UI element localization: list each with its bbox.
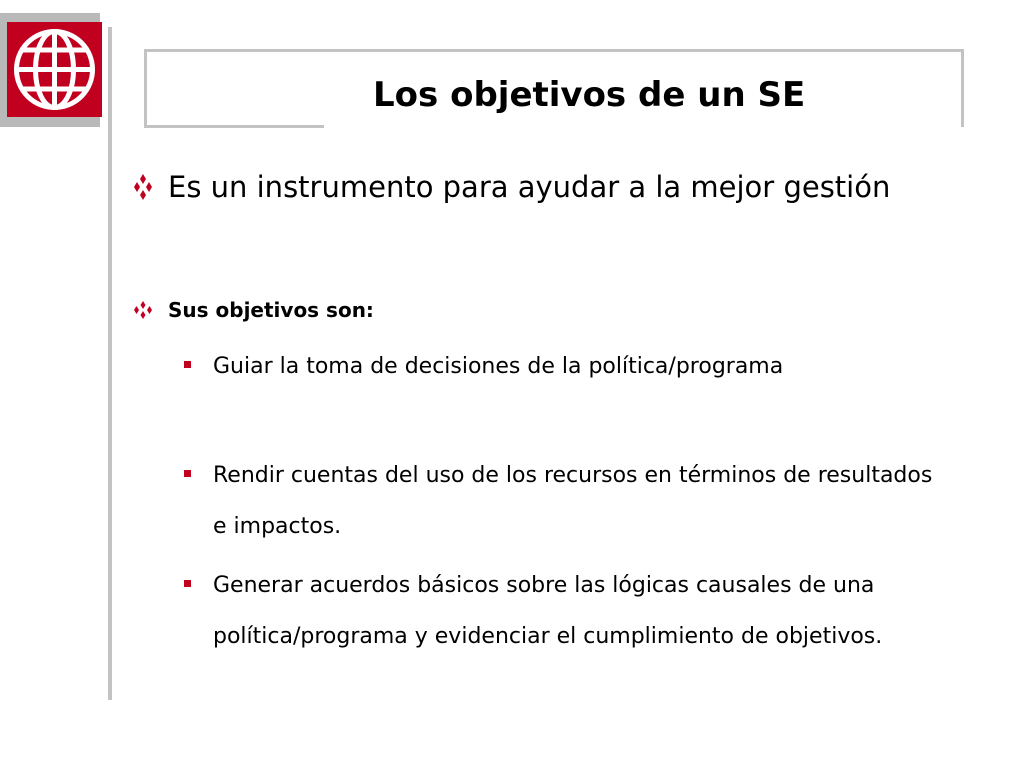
globe-icon [7,22,102,117]
bullet-text: Sus objetivos son: [168,298,374,322]
title-frame-underline [144,125,324,128]
bullet-text: Es un instrumento para ayudar a la mejor gestión [168,170,891,204]
bullet-item [168,297,928,323]
diamond-bullet-icon [132,297,154,323]
square-bullet-icon [184,470,191,477]
bullet-item [168,158,928,216]
sub-bullet-item [213,560,943,662]
sub-bullet-text: Guiar la toma de decisiones de la política/programa [213,354,784,379]
slide-title: Los objetivos de un SE [373,75,806,115]
square-bullet-icon [184,361,191,368]
sub-bullet-item [213,341,943,392]
vertical-rule [108,27,112,700]
diamond-bullet-icon [132,158,154,216]
sub-bullet-text: Rendir cuentas del uso de los recursos en términos de resultados e impactos. [213,463,933,539]
logo [7,22,102,117]
sub-bullet-text: Generar acuerdos básicos sobre las lógicas causales de una política/programa y evidenciar el cumplimiento de objetivos. [213,573,883,649]
sub-bullet-item [213,450,943,552]
square-bullet-icon [184,580,191,587]
